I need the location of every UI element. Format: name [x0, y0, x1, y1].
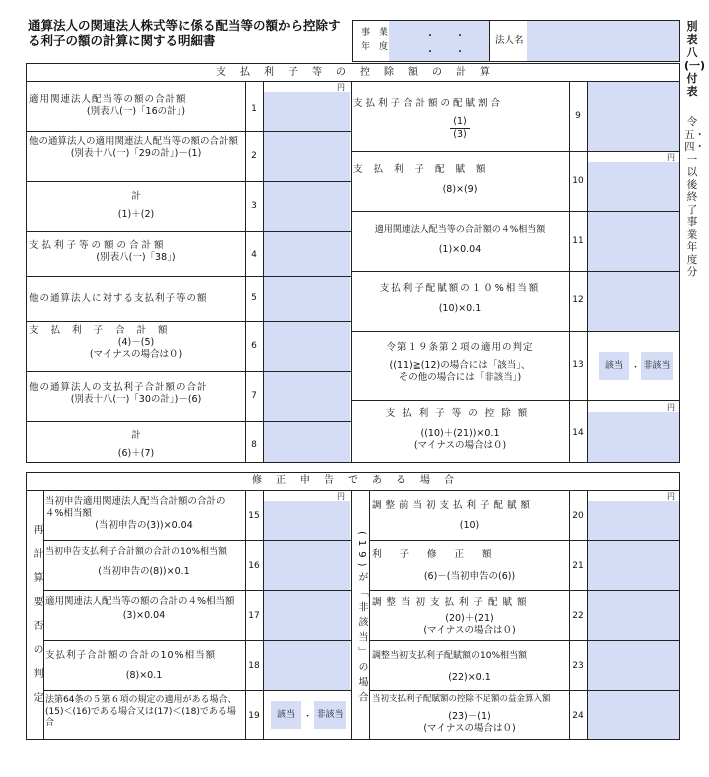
row-24-text: 当初支払利子配賦額の控除不足額の益金算入額 — [372, 694, 551, 704]
field-22[interactable] — [588, 591, 679, 640]
row-24-label — [372, 693, 567, 735]
row-4-text: 支払利子等の額の合計額 — [29, 240, 167, 251]
row-16-num: 16 — [248, 561, 260, 571]
row-10-sub: (8)×(9) — [442, 184, 478, 195]
row-9-num: 9 — [575, 111, 581, 121]
row-23-num: 23 — [572, 661, 584, 671]
row-21-label — [372, 549, 567, 583]
date-dot-3: ・ — [425, 47, 435, 58]
row-23-sub: (22)×0.1 — [448, 672, 491, 683]
row-9-text: 支払利子合計額の配賦割合 — [353, 98, 504, 109]
row-3-sub: (1)＋(2) — [117, 209, 155, 220]
row-12-text: 支払利子配賦額の１０%相当額 — [379, 283, 541, 294]
field-10[interactable] — [588, 162, 679, 211]
row-10-num: 10 — [572, 176, 584, 186]
row-17-label — [45, 596, 243, 622]
field-3[interactable] — [264, 182, 350, 231]
field-8[interactable] — [264, 422, 350, 462]
recalc-judgement-vertical: 再計算要否の判定 — [31, 524, 42, 716]
row-16-label — [45, 546, 243, 578]
row-9-num-top: (1) — [453, 116, 467, 127]
row-24-sub: (23)－(1) — [448, 711, 491, 722]
row-15-text: 当初申告適用関連法人配当合計額の合計の４%相当額 — [45, 496, 226, 519]
yen-unit-20: 円 — [667, 492, 675, 501]
row-12-sub: (10)×0.1 — [438, 303, 482, 314]
row-1-label — [29, 94, 243, 118]
row-2-text: 他の通算法人の適用関連法人配当等の額の合計額 — [29, 136, 239, 147]
row-15-num: 15 — [248, 511, 260, 521]
row-19-num: 19 — [248, 711, 260, 721]
row-20-label — [372, 500, 567, 532]
field-18[interactable] — [264, 641, 350, 690]
row-14-sub2: (マイナスの場合は０) — [413, 440, 507, 451]
row-22-sub: (20)＋(21) — [445, 613, 494, 624]
row-22-num: 22 — [572, 611, 584, 621]
fiscal-year-label-2: 年 度 — [361, 42, 389, 52]
row-20-num: 20 — [572, 511, 584, 521]
row-9-num-bottom: (3) — [450, 128, 470, 141]
row-22-text: 調整当初支払利子配賦額 — [372, 597, 532, 608]
row-7-sub: (別表十八(一)「30の計」)－(6) — [70, 394, 202, 405]
row-11-label — [353, 224, 567, 256]
row-13-sub2: その他の場合には「非該当」) — [398, 372, 522, 383]
field-7[interactable] — [264, 372, 350, 421]
row-14-num: 14 — [572, 428, 584, 438]
row-2-sub: (別表十八(一)「29の計」)－(1) — [70, 148, 202, 159]
row-12-label — [353, 283, 567, 315]
row-18-num: 18 — [248, 661, 260, 671]
corp-name-label: 法人名 — [495, 35, 524, 46]
row-21-sub: (6)－(当初申告の(6)) — [423, 571, 516, 582]
row-24-sub2: (マイナスの場合は０) — [423, 723, 516, 734]
row-14-label — [353, 408, 567, 452]
row-7-num: 7 — [251, 391, 257, 401]
row-13-num: 13 — [572, 360, 584, 370]
yen-unit-10: 円 — [667, 153, 675, 162]
row-15-label — [45, 496, 243, 532]
field-6[interactable] — [264, 322, 350, 371]
field-23[interactable] — [588, 641, 679, 690]
yen-unit-14: 円 — [667, 403, 675, 412]
option-gaito-13[interactable]: 該当 — [599, 352, 629, 380]
row-19-text: 法第64条の５第６項の規定の適用がある場合、(15)＜(16)である場合又は(17)＜(18)である場合 — [45, 695, 237, 728]
row-20-text: 調整前当初支払利子配賦額 — [372, 500, 535, 511]
row-14-text: 支払利子等の控除額 — [385, 408, 535, 419]
section1-header: 支 払 利 子 等 の 控 除 額 の 計 算 — [216, 67, 492, 78]
row-11-text: 適用関連法人配当等の合計額の４%相当額 — [374, 225, 546, 235]
corp-name-field[interactable] — [527, 21, 679, 61]
row-24-num: 24 — [572, 711, 584, 721]
field-9[interactable] — [588, 82, 679, 151]
row-16-sub: (当初申告の(8))×0.1 — [98, 566, 190, 577]
row-8-sub: (6)＋(7) — [117, 448, 155, 459]
row-8-label — [29, 430, 243, 460]
field-20[interactable] — [588, 501, 679, 540]
row-12-num: 12 — [572, 295, 584, 305]
row-4-num: 4 — [251, 250, 257, 260]
row-5-label — [29, 293, 243, 305]
row-4-label — [29, 240, 243, 264]
row-6-sub: (4)－(5) — [117, 337, 155, 348]
option-higaito-19[interactable]: 非該当 — [314, 701, 346, 729]
row-11-sub: (1)×0.04 — [438, 244, 482, 255]
yen-unit-1: 円 — [337, 83, 345, 92]
field-15[interactable] — [264, 501, 350, 540]
option-separator-19: ・ — [303, 712, 313, 722]
form-id-side: 別表八(一)付表 — [684, 20, 706, 98]
row-6-label — [29, 325, 243, 361]
section2-header: 修 正 申 告 で あ る 場 合 — [252, 475, 456, 486]
row-22-label — [372, 597, 567, 637]
section2-table — [26, 472, 680, 740]
row-17-text: 適用関連法人配当等の額の合計の４%相当額 — [45, 596, 235, 607]
row-23-label — [372, 650, 567, 684]
row-3-num: 3 — [251, 201, 257, 211]
option-higaito-13[interactable]: 非該当 — [641, 352, 673, 380]
row-10-label — [353, 164, 567, 196]
field-21[interactable] — [588, 541, 679, 590]
field-1[interactable] — [264, 92, 350, 131]
field-14[interactable] — [588, 412, 679, 462]
row-19-label — [45, 695, 243, 730]
row-7-text: 他の通算法人の支払利子合計額の合計 — [29, 382, 208, 393]
row-1-text: 適用関連法人配当等の額の合計額 — [29, 94, 187, 105]
row-3-label — [29, 191, 243, 221]
section1-table — [26, 63, 680, 463]
row-13-text: 令第１９条第２項の適用の判定 — [386, 342, 534, 353]
row-6-sub2: (マイナスの場合は０) — [89, 349, 183, 360]
row-13-sub: ((11)≧(12)の場合には「該当」、 — [389, 360, 531, 371]
row-3-text: 計 — [131, 191, 141, 202]
field-11[interactable] — [588, 212, 679, 271]
row-10-text: 支払利子配賦額 — [353, 164, 497, 175]
date-dot-2: ・ — [455, 31, 465, 42]
option-gaito-19[interactable]: 該当 — [271, 701, 301, 729]
row-18-sub: (8)×0.1 — [125, 670, 163, 681]
applicability-side: 令五・四・一以後終了事業年度分 — [684, 116, 705, 278]
row-17-num: 17 — [248, 611, 260, 621]
row-16-text: 当初申告支払利子合計額の合計の10%相当額 — [45, 547, 228, 557]
row-20-sub: (10) — [459, 520, 480, 531]
field-4[interactable] — [264, 232, 350, 276]
field-2[interactable] — [264, 132, 350, 181]
row-5-num: 5 — [251, 293, 257, 303]
row-23-text: 調整当初支払利子配賦額の10%相当額 — [372, 651, 528, 661]
row-17-sub: (3)×0.04 — [122, 610, 166, 621]
fiscal-year-field[interactable] — [389, 21, 489, 61]
form-title: 通算法人の関連法人株式等に係る配当等の額から控除する利子の額の計算に関する明細書 — [28, 18, 341, 48]
field-17[interactable] — [264, 591, 350, 640]
row-8-text: 計 — [131, 430, 141, 441]
row-21-num: 21 — [572, 561, 584, 571]
row-6-num: 6 — [251, 341, 257, 351]
fiscal-year-label-1: 事 業 — [361, 28, 389, 38]
date-dot-1: ・ — [425, 31, 435, 42]
field-12[interactable] — [588, 272, 679, 331]
field-16[interactable] — [264, 541, 350, 590]
yen-unit-15: 円 — [337, 492, 345, 501]
row-21-text: 利子修正額 — [372, 549, 510, 560]
date-dot-4: ・ — [455, 47, 465, 58]
row-8-num: 8 — [251, 440, 257, 450]
field-24[interactable] — [588, 691, 679, 739]
row-7-label — [29, 382, 243, 406]
row-2-num: 2 — [251, 151, 257, 161]
field-5[interactable] — [264, 277, 350, 321]
row-18-label — [45, 650, 243, 682]
row-5-text: 他の通算法人に対する支払利子等の額 — [29, 293, 208, 304]
row-1-sub: (別表八(一)「16の計」) — [86, 106, 186, 117]
row-15-sub: (当初申告の(3))×0.04 — [95, 520, 193, 531]
row-9-label — [353, 98, 567, 141]
row-1-num: 1 — [251, 104, 257, 114]
row-14-sub: ((10)＋(21))×0.1 — [420, 428, 500, 439]
header-box — [352, 20, 680, 62]
row-13-label — [353, 342, 567, 384]
row-4-sub: (別表八(一)「38」) — [96, 252, 176, 263]
row-18-text: 支払利子合計額の合計の10%相当額 — [45, 650, 217, 661]
row-11-num: 11 — [572, 236, 584, 246]
row-22-sub2: (マイナスの場合は０) — [423, 625, 516, 636]
row-2-label — [29, 136, 243, 160]
row-6-text: 支払利子合計額 — [29, 325, 180, 336]
option-separator-13: ・ — [631, 363, 641, 373]
non-applicable-vertical: (19)が「非該当」の場合 — [356, 531, 367, 707]
